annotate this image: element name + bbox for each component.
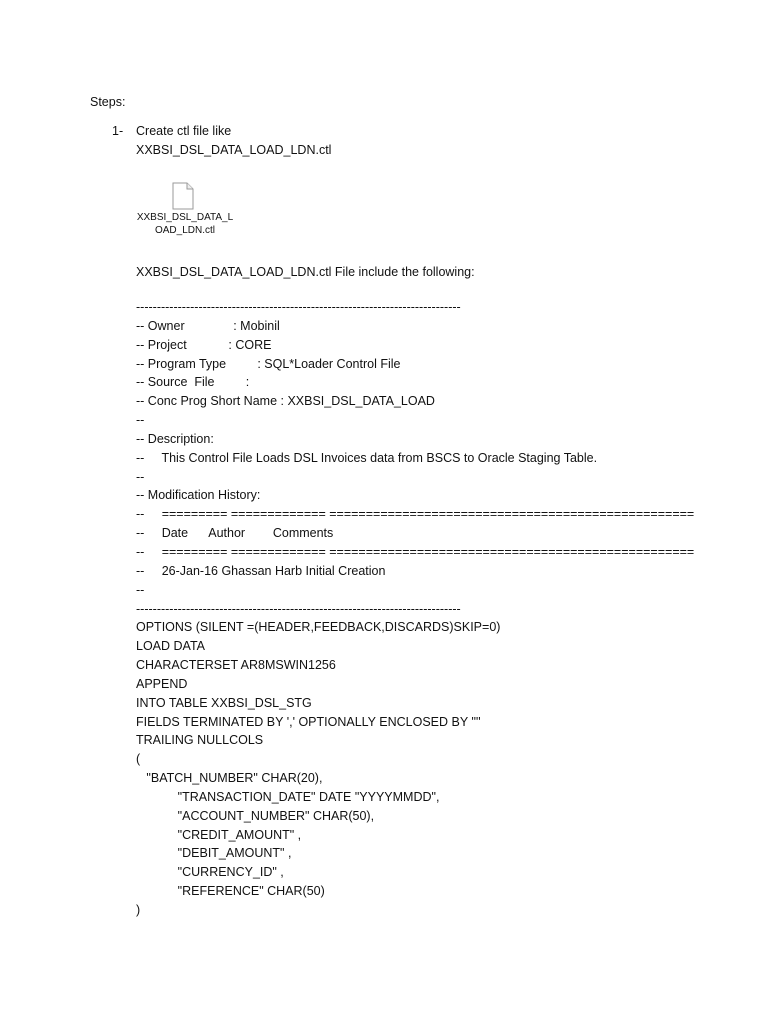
code-line: -- Owner : Mobinil [136,318,280,333]
code-line: INTO TABLE XXBSI_DSL_STG [136,695,312,710]
code-line: ) [136,903,141,917]
code-block [136,298,736,920]
code-line: -- ========= ============= ================================================== [136,507,695,522]
code-line: FIELDS TERMINATED BY ',' OPTIONALLY ENCLOSED BY '"' [136,714,481,729]
code-line: "ACCOUNT_NUMBER" CHAR(50), [136,808,375,823]
code-line: -- Conc Prog Short Name : XXBSI_DSL_DATA_LOAD [136,394,435,409]
code-line: -- Source File : [136,375,250,390]
code-line: -- [136,469,145,484]
code-line: -- 26-Jan-16 Ghassan Harb Initial Creation [136,563,386,578]
code-line: "CREDIT_AMOUNT" , [136,827,302,842]
code-line: "TRANSACTION_DATE" DATE "YYYYMMDD", [136,789,440,804]
code-line: -- Description: [136,431,214,446]
code-line: ------------------------------------------------------------------------------ [136,300,461,314]
code-line: CHARACTERSET AR8MSWIN1256 [136,658,336,673]
code-line: -- [136,413,145,428]
code-line: "CURRENCY_ID" , [136,865,284,880]
step-line-2: XXBSI_DSL_DATA_LOAD_LDN.ctl [136,143,332,157]
code-line: -- ========= ============= ================================================== [136,544,695,559]
code-line: -- This Control File Loads DSL Invoices data from BSCS to Oracle Staging Table. [136,450,598,465]
step-number: 1- [112,124,124,138]
code-line: -- [136,582,145,597]
intro-text: XXBSI_DSL_DATA_LOAD_LDN.ctl File include the following: [136,265,475,279]
code-line: -- Project : CORE [136,337,272,352]
code-line: "BATCH_NUMBER" CHAR(20), [136,771,323,786]
attachment-caption[interactable]: XXBSI_DSL_DATA_L OAD_LDN.ctl [136,212,234,236]
code-line: "REFERENCE" CHAR(50) [136,884,325,899]
code-line: ------------------------------------------------------------------------------ [136,601,461,616]
steps-heading: Steps: [90,95,126,109]
file-icon[interactable] [172,182,194,210]
step-line-1: Create ctl file like [136,124,232,138]
code-line: APPEND [136,676,188,691]
code-line: TRAILING NULLCOLS [136,733,264,748]
code-line: LOAD DATA [136,639,205,654]
code-line: -- Date Author Comments [136,526,334,541]
code-line: ( [136,752,141,767]
code-line: -- Program Type : SQL*Loader Control File [136,356,401,371]
code-line: OPTIONS (SILENT =(HEADER,FEEDBACK,DISCARDS)SKIP=0) [136,620,501,635]
code-line: "DEBIT_AMOUNT" , [136,846,292,861]
code-line: -- Modification History: [136,488,261,503]
